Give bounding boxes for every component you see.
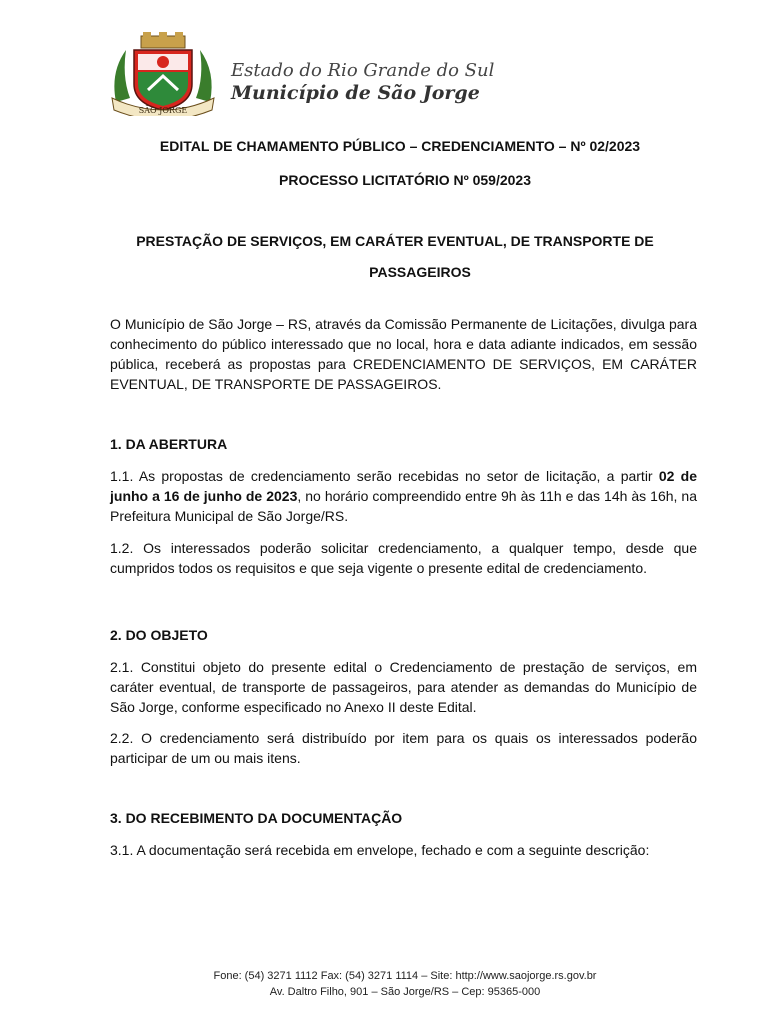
paragraph-1-1 bbox=[110, 466, 697, 526]
section-3-heading: 3. DO RECEBIMENTO DA DOCUMENTAÇÃO bbox=[110, 810, 403, 826]
intro-paragraph: O Município de São Jorge – RS, através da Comissão Permanente de Licitações, divulga para conhecimento do público interessado que no local, hora e data adiante indicados, em sessão pública, receberá as propostas para CREDENCIAMENTO DE SERVIÇOS, EM CARÁTER EVENTUAL, DE TRANSPORTE DE PASSAGEIROS. bbox=[110, 316, 697, 392]
letterhead bbox=[108, 32, 528, 116]
footer-contact: Fone: (54) 3271 1112 Fax: (54) 3271 1114 – Site: http://www.saojorge.rs.gov.br bbox=[213, 970, 597, 982]
paragraph-1-1-dates: 02 de junho a 16 de junho de 2023 bbox=[110, 468, 697, 504]
municipality-name: Município de São Jorge bbox=[231, 82, 480, 104]
paragraph-1-1-text-end: , no horário compreendido entre 9h às 11h e das 14h às 16h, na Prefeitura Municipal de São Jorge/RS. bbox=[110, 488, 697, 524]
state-name: Estado do Rio Grande do Sul bbox=[231, 60, 495, 81]
municipal-crest-logo bbox=[108, 32, 218, 116]
section-2-heading: 2. DO OBJETO bbox=[110, 627, 208, 643]
section-1-heading: 1. DA ABERTURA bbox=[110, 436, 228, 452]
footer-address: Av. Daltro Filho, 901 – São Jorge/RS – Cep: 95365-000 bbox=[269, 986, 541, 998]
object-title-line1: PRESTAÇÃO DE SERVIÇOS, EM CARÁTER EVENTUAL, DE TRANSPORTE DE bbox=[136, 233, 654, 249]
edital-title: EDITAL DE CHAMAMENTO PÚBLICO – CREDENCIAMENTO – Nº 02/2023 bbox=[159, 138, 641, 154]
paragraph-1-1-text: 1.1. As propostas de credenciamento serão recebidas no setor de licitação, a partir bbox=[110, 468, 659, 484]
crest-ribbon-text: SÃO JORGE bbox=[138, 106, 188, 115]
paragraph-3-1: 3.1. A documentação será recebida em envelope, fechado e com a seguinte descrição: bbox=[110, 842, 650, 858]
paragraph-1-2: 1.2. Os interessados poderão solicitar credenciamento, a qualquer tempo, desde que cumpridos todos os requisitos e que seja vigente o presente edital de credenciamento. bbox=[110, 540, 697, 576]
paragraph-2-2: 2.2. O credenciamento será distribuído por item para os quais os interessados poderão participar de um ou mais itens. bbox=[110, 730, 697, 766]
paragraph-2-1: 2.1. Constitui objeto do presente edital o Credenciamento de prestação de serviços, em caráter eventual, de transporte de passageiros, para atender as demandas do Município de São Jorge, conforme especificado no Anexo II deste Edital. bbox=[110, 659, 697, 715]
process-number: PROCESSO LICITATÓRIO Nº 059/2023 bbox=[279, 172, 531, 188]
object-title-line2: PASSAGEIROS bbox=[369, 264, 471, 280]
